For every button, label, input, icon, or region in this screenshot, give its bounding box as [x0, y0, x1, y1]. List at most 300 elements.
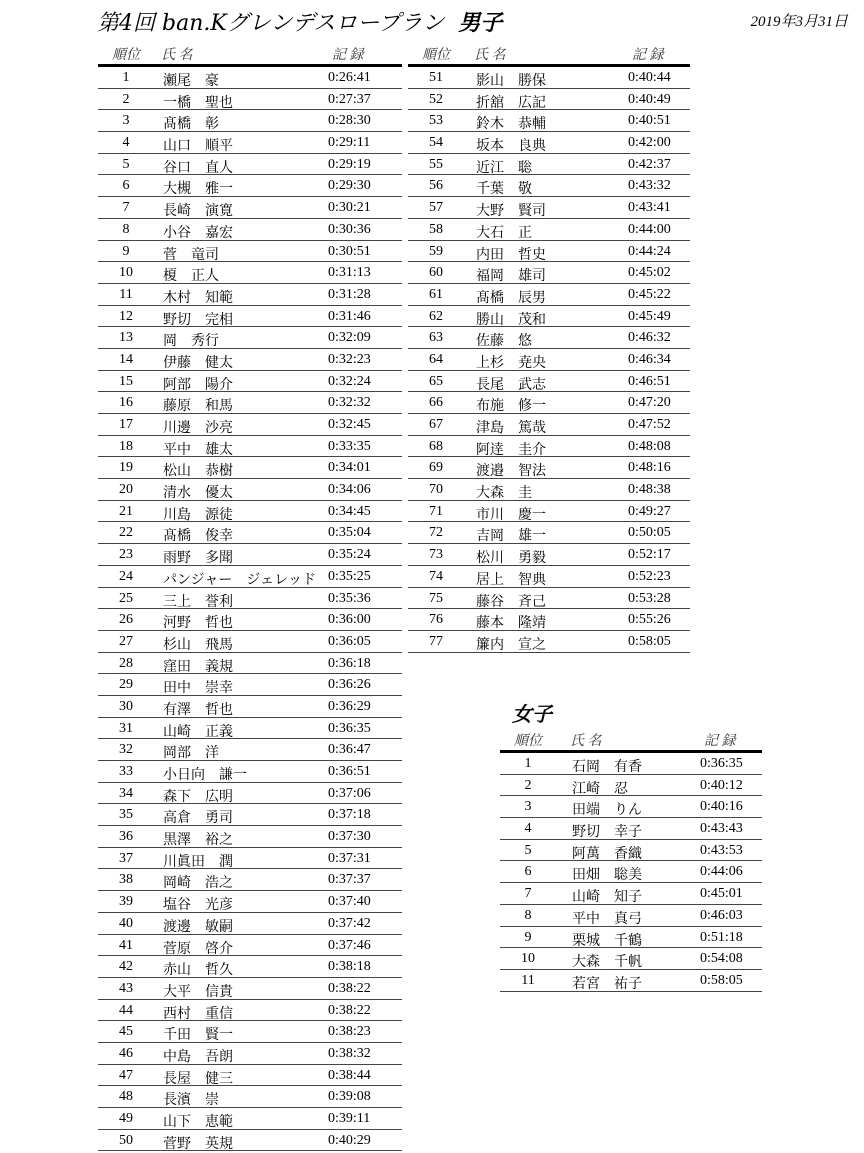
table-row — [408, 154, 690, 176]
rank-cell: 54 — [429, 135, 443, 151]
name-cell: 清水 優太 — [163, 486, 233, 502]
name-cell: 髙橋 俊幸 — [163, 529, 233, 545]
table-row — [98, 544, 402, 566]
table-row — [408, 457, 690, 479]
rank-cell: 7 — [122, 200, 130, 216]
time-cell: 0:45:49 — [628, 308, 671, 324]
table-row — [98, 566, 402, 588]
table-row — [98, 110, 402, 132]
time-column-header: 記 録 — [704, 734, 736, 749]
rank-cell: 5 — [524, 842, 532, 858]
table-row — [98, 1021, 402, 1043]
time-cell: 0:35:04 — [328, 525, 371, 541]
table-row — [98, 154, 402, 176]
rank-cell: 43 — [119, 980, 133, 996]
table-row — [98, 978, 402, 1000]
name-cell: 江崎 忍 — [572, 781, 628, 797]
table-row — [98, 284, 402, 306]
name-cell: 川眞田 潤 — [163, 854, 233, 870]
time-cell: 0:46:34 — [628, 351, 671, 367]
time-cell: 0:36:29 — [328, 698, 371, 714]
time-cell: 0:26:41 — [328, 70, 371, 85]
name-cell: 坂本 良典 — [476, 139, 546, 155]
time-cell: 0:53:28 — [628, 590, 671, 606]
name-cell: 窪田 義規 — [163, 659, 233, 675]
table-row — [408, 566, 690, 588]
time-cell: 0:42:37 — [628, 156, 671, 172]
name-cell: 川島 源徒 — [163, 507, 233, 523]
table-row — [98, 436, 402, 458]
table-row — [98, 479, 402, 501]
rank-cell: 8 — [122, 221, 130, 237]
rank-cell: 75 — [429, 590, 443, 606]
table-row — [408, 479, 690, 501]
table-row — [98, 1065, 402, 1087]
time-cell: 0:27:37 — [328, 91, 371, 107]
rank-cell: 2 — [122, 91, 130, 107]
name-cell: 阿逹 圭介 — [476, 442, 546, 458]
rank-cell: 77 — [429, 633, 443, 649]
rank-cell: 4 — [524, 821, 532, 837]
rank-cell: 37 — [119, 850, 133, 866]
table-header-row — [98, 44, 402, 67]
name-cell: 鈴木 恭輔 — [476, 117, 546, 133]
name-cell: 津島 篤哉 — [476, 421, 546, 436]
table-row — [500, 753, 762, 775]
time-cell: 0:55:26 — [628, 612, 671, 628]
name-cell: 大平 信貴 — [163, 984, 233, 1000]
time-cell: 0:28:30 — [328, 113, 371, 129]
table-row — [98, 1043, 402, 1065]
name-cell: 大森 千帆 — [572, 955, 642, 971]
table-row — [408, 219, 690, 241]
time-cell: 0:52:23 — [628, 568, 671, 584]
table-row — [98, 739, 402, 761]
table-row — [408, 175, 690, 197]
time-cell: 0:40:51 — [628, 113, 671, 129]
name-cell: 大槻 雅一 — [163, 182, 233, 198]
name-cell: 簾内 宣之 — [476, 637, 546, 653]
rank-cell: 2 — [524, 777, 532, 793]
rank-cell: 73 — [429, 547, 443, 563]
time-cell: 0:31:13 — [328, 265, 371, 281]
table-row — [408, 501, 690, 523]
name-cell: 田中 崇幸 — [163, 681, 233, 697]
rank-cell: 42 — [119, 959, 133, 975]
time-cell: 0:32:32 — [328, 395, 371, 411]
time-cell: 0:48:08 — [628, 438, 671, 454]
rank-cell: 27 — [119, 633, 133, 649]
time-cell: 0:30:51 — [328, 243, 371, 259]
time-cell: 0:34:01 — [328, 460, 371, 476]
table-row — [408, 110, 690, 132]
table-row — [98, 219, 402, 241]
name-cell: パンジャー ジェレッド — [163, 572, 316, 588]
rank-cell: 31 — [119, 720, 133, 736]
rank-cell: 14 — [119, 351, 133, 367]
rank-cell: 61 — [429, 286, 443, 302]
rank-cell: 71 — [429, 503, 443, 519]
time-cell: 0:40:44 — [628, 70, 671, 85]
name-cell: 菅野 英規 — [163, 1136, 233, 1152]
name-cell: 岡 秀行 — [163, 334, 219, 350]
table-row — [500, 948, 762, 970]
time-cell: 0:46:32 — [628, 330, 671, 346]
name-cell: 榎 正人 — [163, 269, 219, 285]
name-cell: 千田 賢一 — [163, 1028, 233, 1044]
rank-column-header: 順位 — [422, 48, 450, 63]
rank-cell: 34 — [119, 785, 133, 801]
time-cell: 0:32:24 — [328, 373, 371, 389]
name-cell: 松山 恭樹 — [163, 464, 233, 480]
rank-cell: 76 — [429, 612, 443, 628]
name-cell: 雨野 多聞 — [163, 551, 233, 567]
time-cell: 0:38:22 — [328, 1002, 371, 1018]
time-cell: 0:47:20 — [628, 395, 671, 411]
rank-cell: 9 — [524, 929, 532, 945]
table-row — [98, 848, 402, 870]
table-header-row — [408, 44, 690, 67]
table-row — [408, 241, 690, 263]
rank-cell: 39 — [119, 894, 133, 910]
table-row — [408, 522, 690, 544]
rank-cell: 16 — [119, 395, 133, 411]
rank-cell: 55 — [429, 156, 443, 172]
name-cell: 石岡 有香 — [572, 760, 642, 775]
table-row — [98, 956, 402, 978]
time-cell: 0:34:45 — [328, 503, 371, 519]
time-cell: 0:32:09 — [328, 330, 371, 346]
page-title — [97, 6, 502, 37]
time-cell: 0:43:32 — [628, 178, 671, 194]
time-cell: 0:40:29 — [328, 1132, 371, 1148]
time-cell: 0:40:16 — [700, 799, 743, 815]
rank-cell: 52 — [429, 91, 443, 107]
rank-cell: 10 — [119, 265, 133, 281]
name-cell: 大野 賢司 — [476, 204, 546, 220]
rank-cell: 50 — [119, 1132, 133, 1148]
name-column-header: 氏 名 — [474, 48, 506, 63]
rank-cell: 44 — [119, 1002, 133, 1018]
time-cell: 0:32:23 — [328, 351, 371, 367]
name-cell: 一橋 聖也 — [163, 95, 233, 111]
time-cell: 0:45:02 — [628, 265, 671, 281]
table-row — [98, 674, 402, 696]
rank-cell: 67 — [429, 417, 443, 432]
rank-cell: 33 — [119, 764, 133, 779]
table-row — [98, 696, 402, 718]
table-row — [98, 1000, 402, 1022]
table-row — [500, 927, 762, 949]
time-cell: 0:38:32 — [328, 1045, 371, 1061]
time-cell: 0:36:35 — [328, 720, 371, 736]
table-row — [98, 414, 402, 436]
rank-cell: 58 — [429, 221, 443, 237]
name-cell: 大石 正 — [476, 225, 532, 241]
rank-cell: 56 — [429, 178, 443, 194]
rank-cell: 6 — [122, 178, 130, 194]
name-cell: 阿部 陽介 — [163, 377, 233, 393]
time-cell: 0:32:45 — [328, 417, 371, 432]
rank-cell: 51 — [429, 70, 443, 85]
rank-cell: 7 — [524, 886, 532, 902]
table-row — [98, 935, 402, 957]
rank-cell: 46 — [119, 1045, 133, 1061]
table-row — [98, 132, 402, 154]
rank-cell: 3 — [524, 799, 532, 815]
table-row — [500, 775, 762, 797]
name-cell: 渡邊 敏嗣 — [163, 919, 233, 935]
table-row — [98, 522, 402, 544]
time-cell: 0:37:40 — [328, 894, 371, 910]
time-cell: 0:43:41 — [628, 200, 671, 216]
table-row — [98, 1108, 402, 1130]
table-row — [98, 371, 402, 393]
table-row — [408, 67, 690, 89]
table-row — [98, 262, 402, 284]
rank-cell: 65 — [429, 373, 443, 389]
time-cell: 0:36:05 — [328, 633, 371, 649]
name-cell: 高倉 勇司 — [163, 811, 233, 827]
time-cell: 0:30:36 — [328, 221, 371, 237]
name-cell: 松川 勇毅 — [476, 551, 546, 567]
name-cell: 折舘 広記 — [476, 95, 546, 111]
table-row — [98, 349, 402, 371]
time-cell: 0:29:30 — [328, 178, 371, 194]
name-cell: 福岡 雄司 — [476, 269, 546, 285]
name-cell: 岡部 洋 — [163, 746, 219, 762]
table-row — [98, 804, 402, 826]
table-row — [98, 869, 402, 891]
table-row — [98, 175, 402, 197]
name-cell: 長濱 崇 — [163, 1093, 219, 1109]
table-row — [98, 891, 402, 913]
time-cell: 0:46:03 — [700, 907, 743, 923]
name-cell: 山口 順平 — [163, 139, 233, 155]
name-cell: 瀬尾 豪 — [163, 74, 219, 89]
rank-cell: 49 — [119, 1111, 133, 1126]
name-column-header: 氏 名 — [570, 734, 602, 749]
time-cell: 0:48:16 — [628, 460, 671, 476]
rank-cell: 15 — [119, 373, 133, 389]
time-cell: 0:39:08 — [328, 1089, 371, 1105]
time-cell: 0:58:05 — [700, 972, 743, 988]
table-row — [500, 840, 762, 862]
time-cell: 0:37:18 — [328, 807, 371, 823]
time-cell: 0:44:24 — [628, 243, 671, 259]
table-row — [408, 89, 690, 111]
rank-cell: 32 — [119, 742, 133, 758]
name-cell: 木村 知範 — [163, 290, 233, 306]
time-cell: 0:29:11 — [328, 135, 371, 151]
table-row — [98, 392, 402, 414]
time-cell: 0:47:52 — [628, 417, 671, 432]
rank-cell: 5 — [122, 156, 130, 172]
rank-cell: 70 — [429, 482, 443, 498]
name-cell: 大森 圭 — [476, 486, 532, 502]
table-row — [408, 284, 690, 306]
rank-cell: 38 — [119, 872, 133, 888]
rank-cell: 62 — [429, 308, 443, 324]
table-row — [98, 241, 402, 263]
time-cell: 0:54:08 — [700, 951, 743, 967]
men-results-table-left — [98, 44, 402, 1151]
name-cell: 小谷 嘉宏 — [163, 225, 233, 241]
time-cell: 0:37:31 — [328, 850, 371, 866]
rank-cell: 63 — [429, 330, 443, 346]
table-row — [500, 861, 762, 883]
table-row — [408, 262, 690, 284]
name-cell: 渡邉 智法 — [476, 464, 546, 480]
table-row — [98, 89, 402, 111]
rank-cell: 35 — [119, 807, 133, 823]
time-cell: 0:31:46 — [328, 308, 371, 324]
table-row — [408, 631, 690, 653]
time-cell: 0:31:28 — [328, 286, 371, 302]
rank-cell: 69 — [429, 460, 443, 476]
time-cell: 0:52:17 — [628, 547, 671, 563]
time-cell: 0:38:22 — [328, 980, 371, 996]
name-cell: 平中 雄太 — [163, 442, 233, 458]
table-row — [408, 371, 690, 393]
rank-cell: 28 — [119, 655, 133, 671]
rank-cell: 1 — [122, 70, 130, 85]
time-cell: 0:50:05 — [628, 525, 671, 541]
time-cell: 0:34:06 — [328, 482, 371, 498]
name-cell: 藤谷 斉己 — [476, 594, 546, 610]
name-cell: 布施 修一 — [476, 399, 546, 415]
name-cell: 伊藤 健太 — [163, 355, 233, 371]
rank-cell: 18 — [119, 438, 133, 454]
name-cell: 若宮 祐子 — [572, 976, 642, 992]
time-cell: 0:44:06 — [700, 864, 743, 880]
rank-column-header: 順位 — [112, 48, 140, 63]
time-cell: 0:37:37 — [328, 872, 371, 888]
name-cell: 近江 聡 — [476, 160, 532, 176]
time-cell: 0:43:53 — [700, 842, 743, 858]
time-cell: 0:36:35 — [700, 756, 743, 771]
rank-cell: 36 — [119, 829, 133, 845]
time-cell: 0:36:00 — [328, 612, 371, 628]
rank-cell: 59 — [429, 243, 443, 259]
table-row — [408, 306, 690, 328]
name-cell: 有澤 哲也 — [163, 702, 233, 718]
rank-cell: 60 — [429, 265, 443, 281]
name-cell: 上杉 尭央 — [476, 355, 546, 371]
table-row — [98, 327, 402, 349]
rank-cell: 25 — [119, 590, 133, 606]
rank-cell: 3 — [122, 113, 130, 129]
table-row — [98, 783, 402, 805]
name-cell: 山下 恵範 — [163, 1115, 233, 1130]
name-cell: 長崎 演寛 — [163, 204, 233, 220]
rank-cell: 64 — [429, 351, 443, 367]
name-cell: 杉山 飛馬 — [163, 637, 233, 653]
rank-cell: 12 — [119, 308, 133, 324]
rank-cell: 23 — [119, 547, 133, 563]
name-cell: 髙橋 辰男 — [476, 290, 546, 306]
event-date: 2019年3月31日 — [750, 14, 848, 30]
rank-cell: 1 — [524, 756, 532, 771]
time-cell: 0:38:23 — [328, 1024, 371, 1040]
rank-cell: 72 — [429, 525, 443, 541]
time-cell: 0:45:01 — [700, 886, 743, 902]
table-row — [98, 913, 402, 935]
name-cell: 勝山 茂和 — [476, 312, 546, 328]
name-cell: 河野 哲也 — [163, 616, 233, 632]
time-cell: 0:51:18 — [700, 929, 743, 945]
table-row — [408, 414, 690, 436]
table-row — [408, 327, 690, 349]
table-row — [408, 588, 690, 610]
name-cell: 森下 広明 — [163, 789, 233, 805]
name-cell: 西村 重信 — [163, 1006, 233, 1022]
name-cell: 影山 勝保 — [476, 74, 546, 89]
time-cell: 0:36:26 — [328, 677, 371, 693]
table-row — [98, 501, 402, 523]
table-row — [500, 883, 762, 905]
time-cell: 0:46:51 — [628, 373, 671, 389]
rank-cell: 30 — [119, 698, 133, 714]
name-cell: 藤原 和馬 — [163, 399, 233, 415]
rank-cell: 47 — [119, 1067, 133, 1083]
name-cell: 栗城 千鶴 — [572, 933, 642, 949]
rank-cell: 68 — [429, 438, 443, 454]
table-row — [98, 761, 402, 783]
table-row — [98, 588, 402, 610]
table-row — [98, 631, 402, 653]
rank-cell: 48 — [119, 1089, 133, 1105]
name-cell: 三上 誉利 — [163, 594, 233, 610]
name-cell: 塩谷 光彦 — [163, 898, 233, 914]
name-cell: 小日向 謙一 — [163, 768, 247, 783]
time-cell: 0:37:30 — [328, 829, 371, 845]
time-cell: 0:37:42 — [328, 915, 371, 931]
time-cell: 0:35:24 — [328, 547, 371, 563]
time-cell: 0:38:18 — [328, 959, 371, 975]
rank-cell: 9 — [122, 243, 130, 259]
name-cell: 谷口 直人 — [163, 160, 233, 176]
time-cell: 0:40:12 — [700, 777, 743, 793]
table-row — [408, 197, 690, 219]
name-column-header: 氏 名 — [161, 48, 193, 63]
table-row — [408, 436, 690, 458]
table-row — [408, 544, 690, 566]
rank-cell: 10 — [521, 951, 535, 967]
table-row — [500, 905, 762, 927]
name-cell: 長尾 武志 — [476, 377, 546, 393]
table-row — [98, 609, 402, 631]
rank-cell: 53 — [429, 113, 443, 129]
name-cell: 中島 吾朗 — [163, 1049, 233, 1065]
name-cell: 田畑 聡美 — [572, 868, 642, 884]
time-cell: 0:36:47 — [328, 742, 371, 758]
time-cell: 0:58:05 — [628, 633, 671, 649]
rank-cell: 4 — [122, 135, 130, 151]
name-cell: 阿萬 香織 — [572, 846, 642, 862]
rank-cell: 74 — [429, 568, 443, 584]
rank-cell: 40 — [119, 915, 133, 931]
table-row — [98, 197, 402, 219]
name-cell: 髙橋 彰 — [163, 117, 219, 133]
table-row — [500, 970, 762, 992]
name-cell: 川邊 沙亮 — [163, 421, 233, 436]
rank-cell: 57 — [429, 200, 443, 216]
name-cell: 野切 完相 — [163, 312, 233, 328]
table-row — [500, 796, 762, 818]
time-column-header: 記 録 — [632, 48, 664, 63]
name-cell: 黒澤 裕之 — [163, 833, 233, 849]
